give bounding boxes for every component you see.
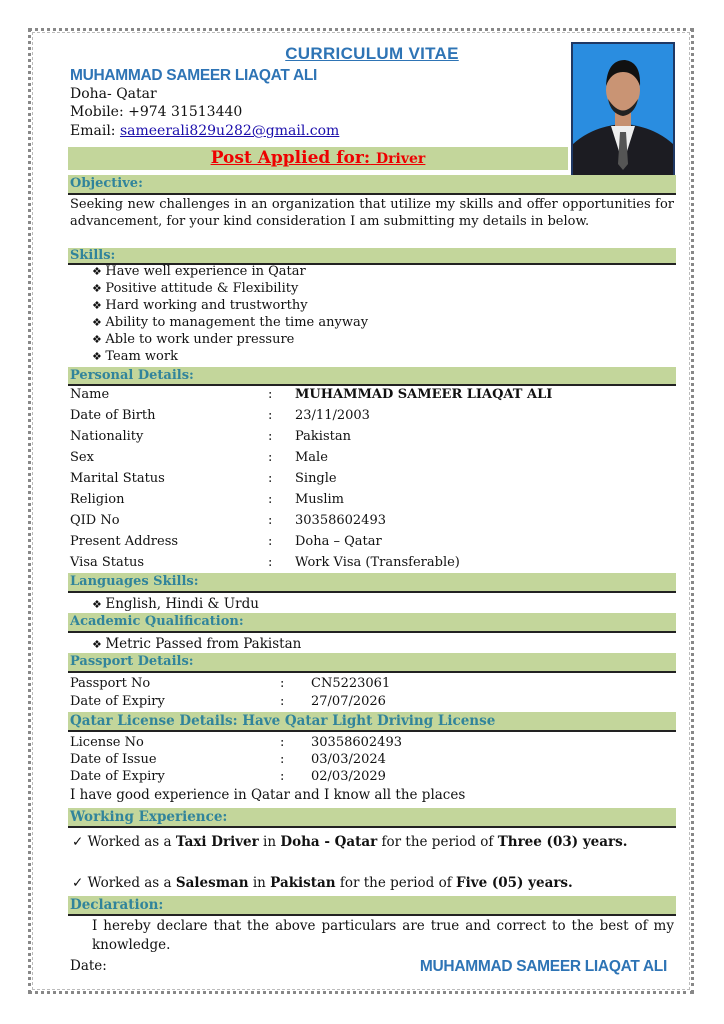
mobile-value: +974 31513440 [128,104,243,120]
detail-colon: : [268,429,273,444]
skill-item: ❖ Able to work under pressure [92,332,294,347]
detail-value: 30358602493 [295,513,386,528]
license-note: I have good experience in Qatar and I know all the places [70,787,466,803]
detail-value: CN5223061 [311,676,391,691]
detail-colon: : [280,752,285,767]
detail-label: Nationality [70,429,144,444]
detail-value: Work Visa (Transferable) [295,555,460,570]
profile-photo [571,42,675,178]
cv-title: CURRICULUM VITAE [285,44,459,63]
email-label: Email: [70,123,116,139]
skill-item: ❖ Hard working and trustworthy [92,298,308,313]
language-item: ❖ English, Hindi & Urdu [92,596,259,612]
skill-item: ❖ Ability to management the time anyway [92,315,368,330]
detail-colon: : [268,387,273,402]
detail-colon: : [280,769,285,784]
detail-label: QID No [70,513,120,528]
detail-value: MUHAMMAD SAMEER LIAQAT ALI [295,387,553,402]
detail-colon: : [268,408,273,423]
post-applied-banner [68,147,568,170]
detail-value: 02/03/2029 [311,769,386,784]
detail-label: Date of Expiry [70,769,165,784]
detail-value: Doha – Qatar [295,534,382,549]
objective-text: Seeking new challenges in an organization that utilize my skills and offer opportunities for advancement, for your kind consideration I am submitting my details in below. [70,197,674,229]
detail-label: Date of Expiry [70,694,165,709]
skill-item: ❖ Positive attitude & Flexibility [92,281,298,296]
detail-colon: : [280,676,285,691]
detail-colon: : [268,471,273,486]
detail-colon: : [280,694,285,709]
section-objective: Objective: [68,175,676,195]
detail-colon: : [268,555,273,570]
post-value: Driver [376,151,426,167]
mobile-label: Mobile: [70,104,124,120]
signature-name: MUHAMMAD SAMEER LIAQAT ALI [419,958,667,975]
detail-label: Passport No [70,676,151,691]
detail-label: License No [70,735,144,750]
detail-value: 03/03/2024 [311,752,386,767]
detail-colon: : [268,492,273,507]
work-item: ✓ Worked as a Salesman in Pakistan for the period of Five (05) years. [72,875,573,891]
detail-colon: : [268,513,273,528]
work-item: ✓ Worked as a Taxi Driver in Doha - Qatar for the period of Three (03) years. [72,834,628,850]
section-license: Qatar License Details: Have Qatar Light Driving License [68,712,676,732]
declaration-text: I hereby declare that the above particulars are true and correct to the best of my knowledge. [92,918,674,953]
skill-item: ❖ Have well experience in Qatar [92,264,306,279]
detail-value: 30358602493 [311,735,402,750]
section-declaration: Declaration: [68,896,676,916]
post-label: Post Applied for: [210,148,371,168]
date-label: Date: [70,958,107,974]
detail-label: Visa Status [70,555,145,570]
detail-value: Muslim [295,492,344,507]
email-link[interactable]: sameerali829u282@gmail.com [119,123,340,139]
detail-value: 23/11/2003 [295,408,370,423]
section-skills: Skills: [68,248,676,265]
section-languages: Languages Skills: [68,573,676,593]
skill-item: ❖ Team work [92,349,178,364]
detail-label: Date of Birth [70,408,156,423]
detail-label: Sex [70,450,94,465]
detail-value: Male [295,450,328,465]
detail-value: Single [295,471,337,486]
detail-value: Pakistan [295,429,351,444]
section-academic: Academic Qualification: [68,613,676,633]
detail-label: Religion [70,492,125,507]
mobile [70,104,242,120]
detail-label: Present Address [70,534,179,549]
detail-label: Name [70,387,110,402]
detail-colon: : [268,534,273,549]
section-passport: Passport Details: [68,653,676,673]
detail-label: Date of Issue [70,752,157,767]
detail-value: 27/07/2026 [311,694,386,709]
candidate-name: MUHAMMAD SAMEER LIAQAT ALI [70,67,318,84]
detail-colon: : [280,735,285,750]
detail-colon: : [268,450,273,465]
detail-label: Marital Status [70,471,165,486]
academic-item: ❖ Metric Passed from Pakistan [92,636,301,652]
section-work: Working Experience: [68,808,676,828]
address: Doha- Qatar [70,86,157,102]
email [70,123,339,139]
section-personal: Personal Details: [68,367,676,386]
